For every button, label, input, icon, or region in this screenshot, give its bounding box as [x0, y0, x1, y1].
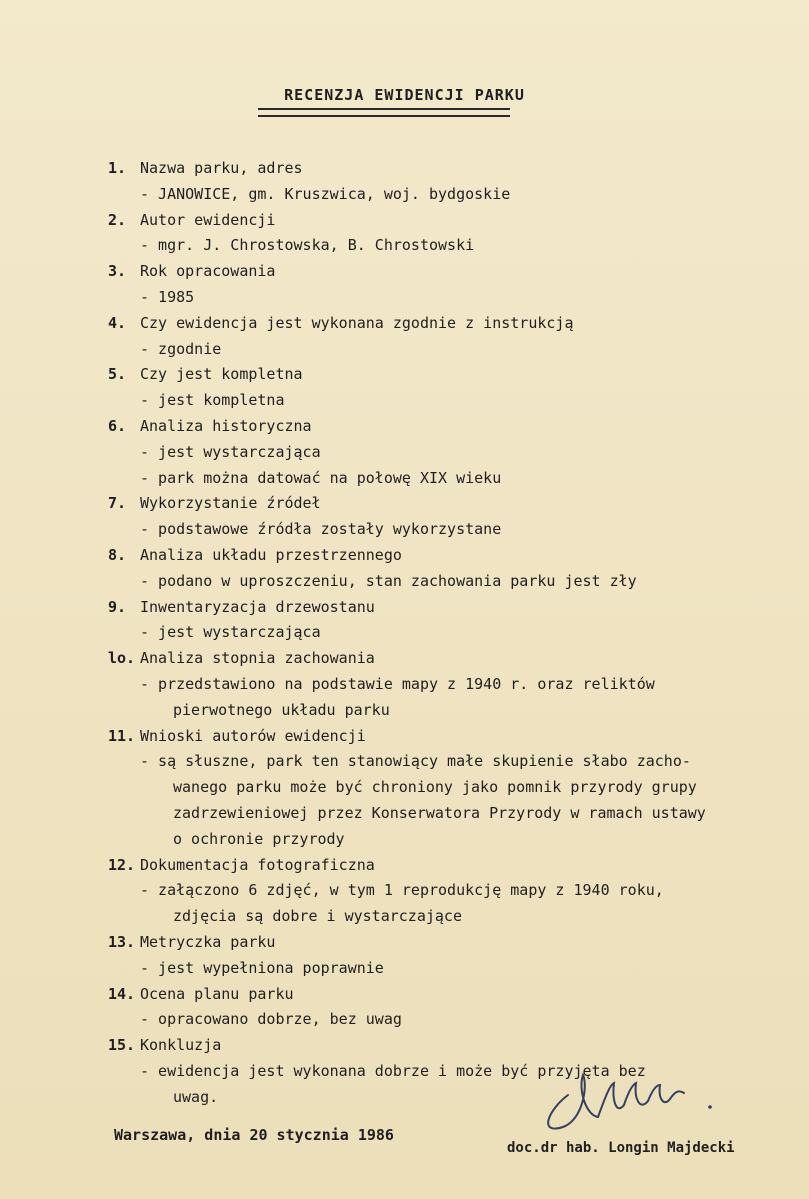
item-answer-line: - podano w uproszczeniu, stan zachowania parku jest zły	[140, 571, 637, 590]
item-answer-continuation: o ochronie przyrody	[173, 829, 345, 848]
handwritten-signature	[528, 1055, 728, 1145]
item-heading: Analiza stopnia zachowania	[140, 649, 375, 668]
item-heading-line	[0, 414, 809, 440]
item-number: 4.	[108, 313, 127, 332]
item-heading: Ocena planu parku	[140, 984, 294, 1003]
item-answer-continuation: wanego parku może być chroniony jako pomnik przyrody grupy	[173, 778, 697, 797]
item-answer-line: - park można datować na połowę XIX wieku	[140, 468, 502, 487]
item-number: 14.	[108, 984, 136, 1003]
item-answer-line: - przedstawiono na podstawie mapy z 1940 r. oraz reliktów	[140, 674, 655, 693]
item-heading: Nazwa parku, adres	[140, 159, 303, 177]
item-number: 8.	[108, 545, 127, 564]
item-answer-continuation: zdjęcia są dobre i wystarczające	[173, 907, 462, 926]
item-number: 11.	[108, 726, 136, 745]
signer-name: doc.dr hab. Longin Majdecki	[507, 1140, 735, 1156]
item-answer-line: - zgodnie	[140, 339, 222, 358]
item-heading-line	[0, 646, 809, 672]
item-answer-line: - JANOWICE, gm. Kruszwica, woj. bydgoskie	[140, 184, 511, 203]
item-answer-line: - opracowano dobrze, bez uwag	[140, 1010, 402, 1029]
item-answer-line: - jest wypełniona poprawnie	[140, 958, 384, 977]
review-item	[0, 414, 809, 491]
item-answer-line: - mgr. J. Chrostowska, B. Chrostowski	[140, 236, 475, 255]
item-heading-line	[0, 982, 809, 1008]
item-heading: Czy ewidencja jest wykonana zgodnie z instrukcją	[140, 313, 574, 332]
review-item	[0, 491, 809, 543]
review-items-list	[0, 156, 809, 1110]
item-heading-line	[0, 362, 809, 388]
item-number: 3.	[108, 262, 127, 281]
review-item	[0, 646, 809, 723]
item-heading-line	[0, 853, 809, 879]
item-answer-line: - podstawowe źródła zostały wykorzystane	[140, 520, 502, 539]
review-item	[0, 930, 809, 982]
review-item	[0, 853, 809, 930]
review-item	[0, 362, 809, 414]
item-answer-line: - jest kompletna	[140, 391, 285, 410]
item-number: 12.	[108, 855, 136, 874]
title-double-underline	[258, 108, 510, 117]
item-number: 1.	[108, 159, 127, 177]
item-number: 9.	[108, 597, 127, 616]
item-answer-line: - są słuszne, park ten stanowiący małe skupienie słabo zacho-	[140, 752, 691, 771]
item-answer-continuation: uwag.	[173, 1087, 219, 1106]
review-item	[0, 724, 809, 853]
item-number: 7.	[108, 494, 127, 513]
item-number: 15.	[108, 1036, 136, 1055]
review-item	[0, 311, 809, 363]
item-heading-line	[0, 156, 809, 182]
item-heading: Dokumentacja fotograficzna	[140, 855, 375, 874]
item-heading-line	[0, 311, 809, 337]
item-answer-line: - 1985	[140, 287, 195, 306]
item-number: lo.	[108, 649, 136, 668]
item-heading-line	[0, 208, 809, 234]
item-heading: Autor ewidencji	[140, 210, 276, 229]
item-heading-line	[0, 595, 809, 621]
item-heading: Wnioski autorów ewidencji	[140, 726, 366, 745]
item-answer-continuation: zadrzewieniowej przez Konserwatora Przyrody w ramach ustawy	[173, 803, 706, 822]
item-number: 13.	[108, 932, 136, 951]
review-item	[0, 259, 809, 311]
review-item	[0, 543, 809, 595]
item-heading: Czy jest kompletna	[140, 365, 303, 384]
item-heading-line	[0, 259, 809, 285]
item-heading: Konkluzja	[140, 1036, 222, 1055]
item-heading: Wykorzystanie źródeł	[140, 494, 321, 513]
item-heading: Analiza układu przestrzennego	[140, 545, 402, 564]
item-answer-line: - załączono 6 zdjęć, w tym 1 reprodukcję mapy z 1940 roku,	[140, 881, 664, 900]
review-item	[0, 208, 809, 260]
item-answer-line: - jest wystarczająca	[140, 623, 321, 642]
document-title: RECENZJA EWIDENCJI PARKU	[284, 86, 525, 104]
item-answer-line: - jest wystarczająca	[140, 442, 321, 461]
review-item	[0, 982, 809, 1034]
item-heading: Metryczka parku	[140, 932, 276, 951]
review-item	[0, 595, 809, 647]
item-number: 2.	[108, 210, 127, 229]
item-answer-continuation: pierwotnego układu parku	[173, 700, 390, 719]
item-heading-line	[0, 930, 809, 956]
item-heading-line	[0, 543, 809, 569]
item-heading-line	[0, 491, 809, 517]
item-heading-line	[0, 724, 809, 750]
item-heading: Rok opracowania	[140, 262, 276, 281]
item-number: 6.	[108, 416, 127, 435]
place-and-date: Warszawa, dnia 20 stycznia 1986	[114, 1126, 394, 1144]
item-heading: Analiza historyczna	[140, 416, 312, 435]
item-answer-line: - ewidencja jest wykonana dobrze i może być przyjęta bez	[140, 1061, 646, 1080]
item-heading: Inwentaryzacja drzewostanu	[140, 597, 375, 616]
review-item	[0, 156, 809, 208]
item-number: 5.	[108, 365, 127, 384]
